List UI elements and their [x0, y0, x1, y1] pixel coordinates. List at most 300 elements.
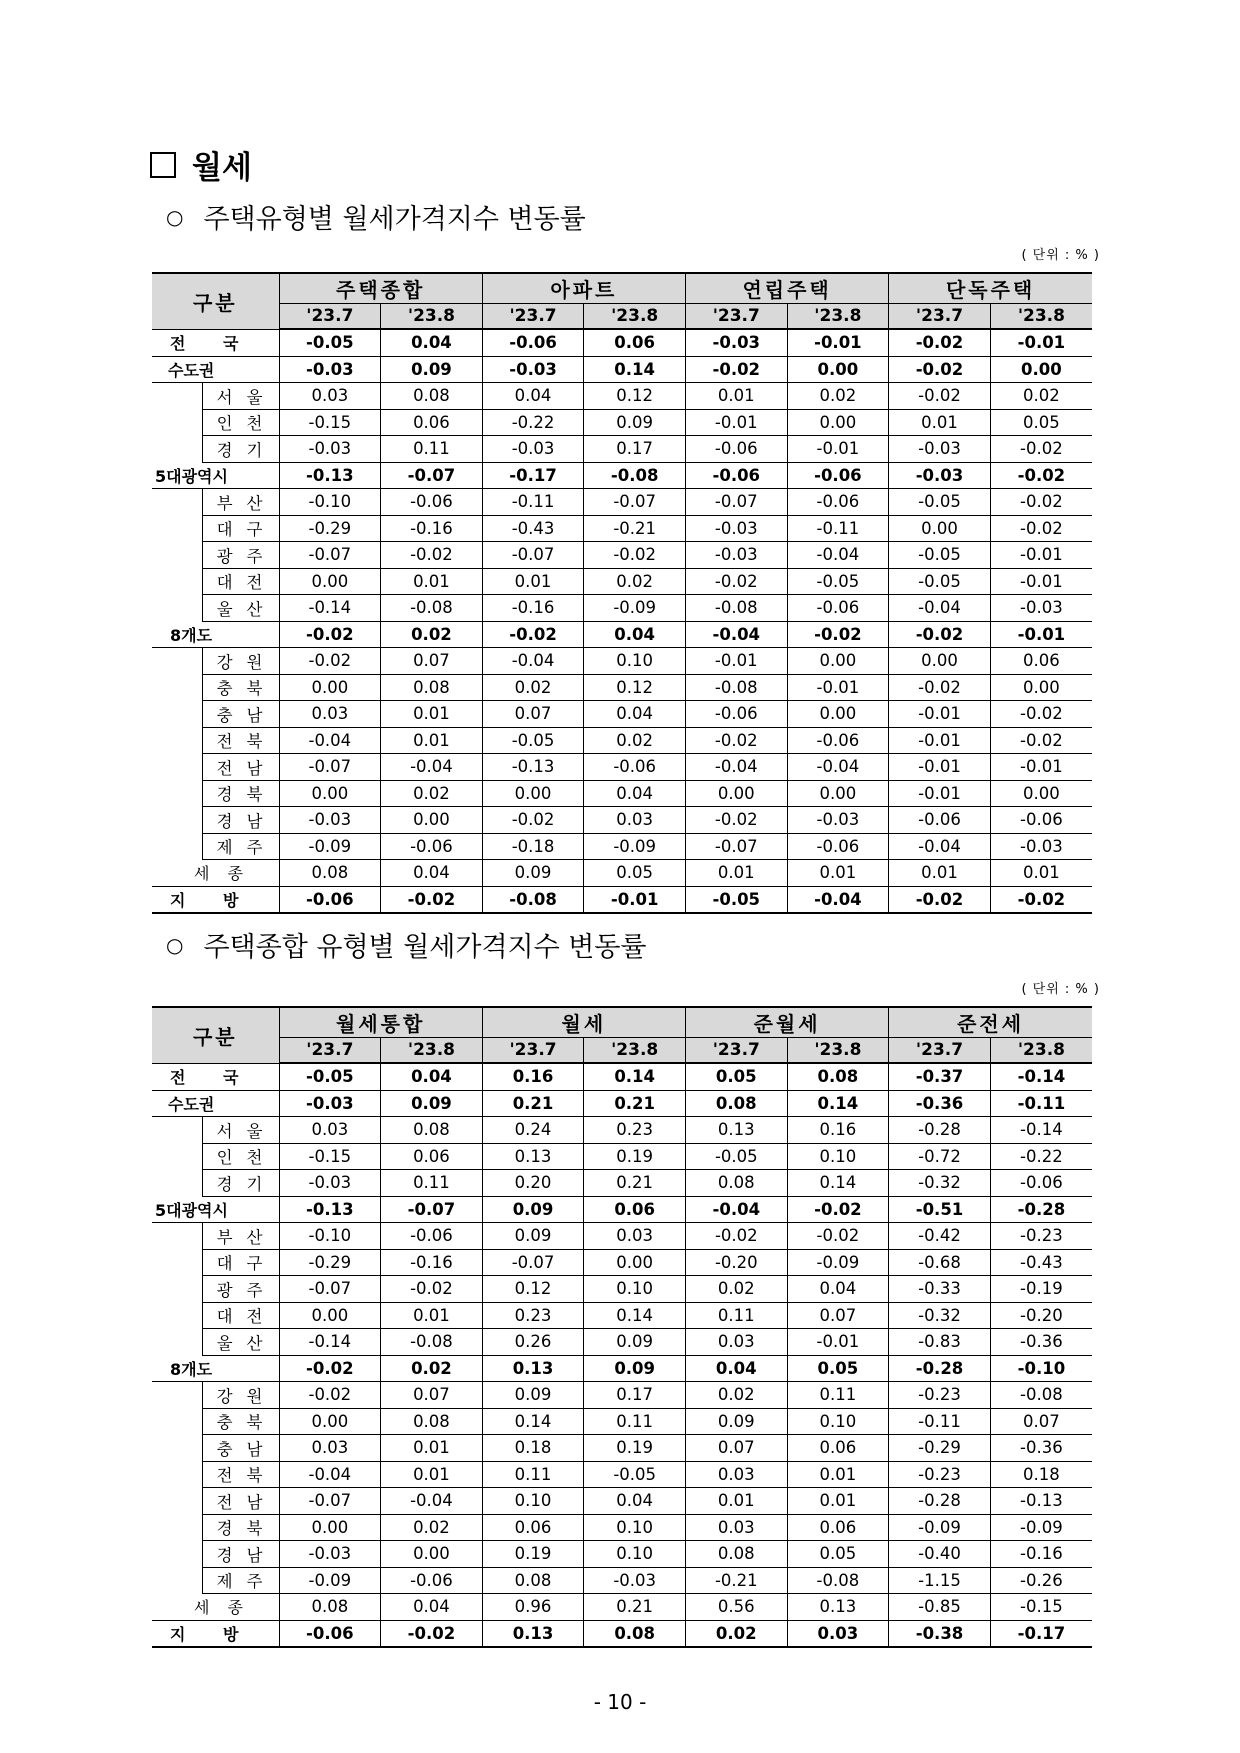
table-cell: -0.07 — [279, 1488, 381, 1515]
table-cell: 0.01 — [787, 860, 889, 887]
table-cell: 0.07 — [685, 1435, 787, 1462]
table-cell: 0.06 — [787, 1435, 889, 1462]
table-cell: 0.03 — [279, 1435, 381, 1462]
table-cell: 0.10 — [584, 1276, 686, 1303]
table-cell: 0.00 — [889, 515, 991, 542]
row-label: 충남 — [202, 1435, 279, 1462]
table-cell: -0.06 — [685, 436, 787, 463]
table-cell: -0.02 — [990, 436, 1092, 463]
row-label: 5대광역시 — [152, 1196, 279, 1223]
table-cell: -0.07 — [685, 489, 787, 516]
table-cell: -0.16 — [990, 1541, 1092, 1568]
table-cell: 0.01 — [381, 727, 483, 754]
table-cell: -0.06 — [381, 1223, 483, 1250]
table-cell: -0.02 — [279, 1382, 381, 1409]
header-gubun: 구분 — [152, 273, 279, 329]
table-1-unit: ( 단위 : % ) — [1021, 248, 1100, 263]
table-1-body — [152, 329, 1092, 913]
header-period: '23.7 — [889, 304, 991, 330]
table-cell: 0.04 — [584, 701, 686, 728]
header-period: '23.8 — [584, 304, 686, 330]
table-row — [152, 1488, 1092, 1515]
table-cell: 0.11 — [584, 1408, 686, 1435]
table-cell: -0.15 — [990, 1594, 1092, 1621]
table-cell: -0.02 — [482, 621, 584, 648]
table-cell: -0.10 — [279, 489, 381, 516]
header-period: '23.8 — [787, 304, 889, 330]
table-cell: 0.17 — [584, 436, 686, 463]
table-cell: 0.08 — [381, 674, 483, 701]
table-row — [152, 329, 1092, 356]
header-group: 주택종합 — [279, 273, 482, 304]
table-row — [152, 754, 1092, 781]
header-group: 월세통합 — [279, 1007, 482, 1038]
table-cell: 0.01 — [889, 860, 991, 887]
header-period: '23.8 — [990, 1038, 1092, 1064]
table-cell: 0.10 — [584, 1541, 686, 1568]
table-cell: 0.05 — [990, 409, 1092, 436]
group-indent — [152, 383, 202, 463]
table-cell: -0.02 — [279, 1355, 381, 1382]
table-cell: 0.07 — [990, 1408, 1092, 1435]
table-cell: 0.11 — [482, 1461, 584, 1488]
row-label: 전남 — [202, 1488, 279, 1515]
row-label: 전 국 — [152, 1063, 279, 1090]
table-cell: -0.06 — [482, 329, 584, 356]
header-period: '23.7 — [889, 1038, 991, 1064]
table-cell: 0.01 — [685, 383, 787, 410]
table-cell: 0.21 — [584, 1090, 686, 1117]
table-row — [152, 1117, 1092, 1144]
table-cell: 0.08 — [787, 1063, 889, 1090]
table-cell: 0.01 — [381, 1435, 483, 1462]
row-label: 경북 — [202, 1514, 279, 1541]
table-cell: 0.00 — [279, 780, 381, 807]
table-cell: -0.02 — [889, 886, 991, 913]
table-cell: 0.09 — [482, 1196, 584, 1223]
row-label: 서울 — [202, 383, 279, 410]
table-cell: 0.02 — [787, 383, 889, 410]
table-cell: 0.04 — [381, 329, 483, 356]
table-cell: -1.15 — [889, 1567, 991, 1594]
table-cell: 0.02 — [482, 674, 584, 701]
row-label: 대전 — [202, 568, 279, 595]
table-cell: -0.02 — [787, 1196, 889, 1223]
table-cell: 0.00 — [990, 674, 1092, 701]
table-row — [152, 621, 1092, 648]
table-cell: -0.08 — [685, 674, 787, 701]
table-cell: -0.20 — [990, 1302, 1092, 1329]
table-cell: -0.03 — [787, 807, 889, 834]
table-cell: -0.04 — [889, 595, 991, 622]
table-cell: 0.05 — [787, 1541, 889, 1568]
table-cell: 0.14 — [787, 1170, 889, 1197]
table-cell: 0.04 — [584, 621, 686, 648]
header-period: '23.8 — [381, 304, 483, 330]
table-cell: -0.72 — [889, 1143, 991, 1170]
table-cell: -0.10 — [990, 1355, 1092, 1382]
table-cell: -0.03 — [685, 542, 787, 569]
table-cell: 0.08 — [482, 1567, 584, 1594]
table-2 — [152, 1006, 1092, 1648]
table-cell: 0.14 — [787, 1090, 889, 1117]
table-cell: 0.03 — [685, 1329, 787, 1356]
table-cell: -0.04 — [685, 1196, 787, 1223]
row-label: 광주 — [202, 542, 279, 569]
table-cell: -0.02 — [381, 1620, 483, 1647]
table-cell: -0.51 — [889, 1196, 991, 1223]
table-cell: -0.23 — [990, 1223, 1092, 1250]
header-period: '23.7 — [482, 1038, 584, 1064]
group-indent — [152, 1117, 202, 1197]
table-cell: 0.01 — [787, 1488, 889, 1515]
table-cell: -0.02 — [889, 674, 991, 701]
table-cell: 0.26 — [482, 1329, 584, 1356]
table-cell: 0.00 — [279, 1408, 381, 1435]
table-row — [152, 409, 1092, 436]
table-cell: 0.01 — [990, 860, 1092, 887]
table-cell: 0.02 — [685, 1382, 787, 1409]
row-label: 충남 — [202, 701, 279, 728]
table-cell: -0.01 — [889, 701, 991, 728]
table-cell: 0.08 — [584, 1620, 686, 1647]
table-cell: 0.08 — [381, 383, 483, 410]
table-cell: -0.02 — [889, 621, 991, 648]
table-cell: -0.01 — [787, 329, 889, 356]
table-cell: 0.18 — [990, 1461, 1092, 1488]
table-cell: 0.10 — [482, 1488, 584, 1515]
group-indent — [152, 489, 202, 622]
table-row — [152, 542, 1092, 569]
table-cell: -0.18 — [482, 833, 584, 860]
table-cell: 0.09 — [584, 1329, 686, 1356]
table-cell: 0.08 — [279, 860, 381, 887]
table-cell: -0.05 — [584, 1461, 686, 1488]
table-cell: -0.29 — [889, 1435, 991, 1462]
table-cell: 0.17 — [584, 1382, 686, 1409]
table-cell: 0.23 — [584, 1117, 686, 1144]
table-cell: 0.21 — [584, 1170, 686, 1197]
table-cell: 0.12 — [584, 383, 686, 410]
table-cell: -0.37 — [889, 1063, 991, 1090]
table-cell: -0.05 — [889, 542, 991, 569]
table-cell: -0.28 — [889, 1355, 991, 1382]
table-cell: -0.03 — [889, 436, 991, 463]
table-cell: -0.09 — [584, 595, 686, 622]
table-cell: 0.01 — [685, 1488, 787, 1515]
table-cell: -0.06 — [381, 833, 483, 860]
table-cell: 0.13 — [482, 1143, 584, 1170]
table-cell: -0.07 — [381, 462, 483, 489]
table-cell: -0.32 — [889, 1302, 991, 1329]
table-cell: 0.07 — [381, 648, 483, 675]
table-cell: -0.13 — [279, 462, 381, 489]
table-cell: 0.04 — [584, 1488, 686, 1515]
table-row — [152, 356, 1092, 383]
section-title: 월세 — [192, 150, 252, 186]
table-cell: 0.16 — [787, 1117, 889, 1144]
table-cell: -0.28 — [889, 1117, 991, 1144]
table-cell: -0.08 — [685, 595, 787, 622]
table-cell: -0.29 — [279, 515, 381, 542]
row-label: 지 방 — [152, 1620, 279, 1647]
header-period: '23.7 — [279, 1038, 381, 1064]
table-cell: -0.02 — [685, 807, 787, 834]
table-cell: -0.11 — [990, 1090, 1092, 1117]
table-row — [152, 1514, 1092, 1541]
table-cell: -0.06 — [787, 595, 889, 622]
table-cell: 0.06 — [482, 1514, 584, 1541]
table-cell: 0.21 — [482, 1090, 584, 1117]
table-cell: -0.05 — [685, 886, 787, 913]
table-cell: 0.11 — [381, 436, 483, 463]
table-row — [152, 1143, 1092, 1170]
table-cell: -0.05 — [279, 1063, 381, 1090]
table-cell: 0.10 — [787, 1143, 889, 1170]
header-group: 월세 — [482, 1007, 685, 1038]
table-row — [152, 674, 1092, 701]
table-cell: 0.16 — [482, 1063, 584, 1090]
table-cell: -0.36 — [990, 1329, 1092, 1356]
table-cell: 0.00 — [990, 780, 1092, 807]
table-cell: 0.07 — [482, 701, 584, 728]
table-cell: 0.04 — [685, 1355, 787, 1382]
table-cell: -0.01 — [990, 329, 1092, 356]
table-cell: -0.11 — [889, 1408, 991, 1435]
table-cell: 0.19 — [584, 1143, 686, 1170]
row-label: 경남 — [202, 1541, 279, 1568]
table-cell: -0.36 — [889, 1090, 991, 1117]
table-cell: 0.13 — [482, 1620, 584, 1647]
table-cell: 0.09 — [685, 1408, 787, 1435]
row-label: 제주 — [202, 833, 279, 860]
table-cell: -0.02 — [889, 356, 991, 383]
table-cell: -0.14 — [279, 1329, 381, 1356]
table-cell: -0.07 — [482, 1249, 584, 1276]
table-cell: 0.01 — [685, 860, 787, 887]
row-label: 대전 — [202, 1302, 279, 1329]
table-cell: -0.22 — [990, 1143, 1092, 1170]
header-period: '23.7 — [279, 304, 381, 330]
table-cell: -0.02 — [889, 383, 991, 410]
table-cell: 0.02 — [990, 383, 1092, 410]
table-cell: -0.01 — [685, 409, 787, 436]
table-cell: -0.04 — [381, 754, 483, 781]
table-cell: 0.12 — [482, 1276, 584, 1303]
table-cell: 0.03 — [279, 1117, 381, 1144]
row-label: 서울 — [202, 1117, 279, 1144]
row-label: 수도권 — [152, 1090, 279, 1117]
table-cell: 0.03 — [787, 1620, 889, 1647]
row-label: 8개도 — [152, 621, 279, 648]
table-cell: -0.05 — [279, 329, 381, 356]
table-cell: -0.04 — [787, 754, 889, 781]
table-cell: 0.02 — [685, 1276, 787, 1303]
table-2-unit: ( 단위 : % ) — [1021, 982, 1100, 997]
table-cell: 0.09 — [482, 860, 584, 887]
table-row — [152, 1541, 1092, 1568]
table-cell: -0.42 — [889, 1223, 991, 1250]
table-row — [152, 1223, 1092, 1250]
table-cell: -0.22 — [482, 409, 584, 436]
table-cell: 0.11 — [685, 1302, 787, 1329]
table-cell: -0.06 — [279, 886, 381, 913]
table-cell: -0.16 — [381, 1249, 483, 1276]
table-row — [152, 1382, 1092, 1409]
table-cell: -0.08 — [381, 1329, 483, 1356]
table-row — [152, 780, 1092, 807]
table-cell: 0.19 — [482, 1541, 584, 1568]
table-cell: 0.09 — [381, 356, 483, 383]
table-cell: -0.05 — [889, 489, 991, 516]
table-cell: 0.13 — [787, 1594, 889, 1621]
table-cell: -0.01 — [990, 568, 1092, 595]
table-cell: -0.01 — [787, 436, 889, 463]
circle-bullet-icon: ○ — [166, 204, 184, 229]
table-cell: -0.07 — [381, 1196, 483, 1223]
table-cell: 0.08 — [685, 1090, 787, 1117]
table-cell: 0.00 — [279, 1514, 381, 1541]
table-cell: -0.21 — [685, 1567, 787, 1594]
table-cell: -0.06 — [787, 489, 889, 516]
table-cell: -0.06 — [990, 1170, 1092, 1197]
table-cell: -0.02 — [381, 886, 483, 913]
table-cell: -0.03 — [279, 1541, 381, 1568]
table-cell: -0.03 — [685, 515, 787, 542]
row-label: 전북 — [202, 727, 279, 754]
table-cell: 0.21 — [584, 1594, 686, 1621]
table-cell: -0.04 — [685, 754, 787, 781]
table-cell: 0.02 — [381, 1355, 483, 1382]
table-cell: -0.02 — [279, 621, 381, 648]
row-label: 수도권 — [152, 356, 279, 383]
table-row — [152, 1170, 1092, 1197]
table-1 — [152, 272, 1092, 914]
table-cell: 0.00 — [279, 568, 381, 595]
table-cell: -0.04 — [279, 727, 381, 754]
table-cell: -0.05 — [787, 568, 889, 595]
header-group: 준전세 — [889, 1007, 1092, 1038]
table-cell: -0.28 — [889, 1488, 991, 1515]
table-cell: 0.20 — [482, 1170, 584, 1197]
table-cell: -0.85 — [889, 1594, 991, 1621]
table-cell: -0.04 — [787, 886, 889, 913]
table-cell: -0.09 — [990, 1514, 1092, 1541]
table-row — [152, 1249, 1092, 1276]
table-cell: -0.21 — [584, 515, 686, 542]
table-cell: 0.13 — [685, 1117, 787, 1144]
table-cell: 0.03 — [279, 701, 381, 728]
table-cell: -0.08 — [381, 595, 483, 622]
table-cell: 0.00 — [787, 648, 889, 675]
row-label: 인천 — [202, 1143, 279, 1170]
header-period: '23.7 — [685, 304, 787, 330]
table-cell: -0.03 — [279, 1170, 381, 1197]
header-period: '23.8 — [381, 1038, 483, 1064]
table-row — [152, 1302, 1092, 1329]
row-label: 전북 — [202, 1461, 279, 1488]
table-cell: 0.05 — [584, 860, 686, 887]
table-cell: 0.01 — [787, 1461, 889, 1488]
table-cell: 0.00 — [889, 648, 991, 675]
table-cell: -0.02 — [990, 489, 1092, 516]
table-cell: -0.01 — [584, 886, 686, 913]
table-cell: 0.09 — [584, 409, 686, 436]
table-cell: -0.05 — [889, 568, 991, 595]
table-cell: 0.13 — [482, 1355, 584, 1382]
table-row — [152, 701, 1092, 728]
table-cell: -0.11 — [482, 489, 584, 516]
table-cell: -0.06 — [787, 833, 889, 860]
table-cell: -0.09 — [279, 1567, 381, 1594]
table-cell: -0.02 — [990, 886, 1092, 913]
table-cell: -0.02 — [279, 648, 381, 675]
table-cell: 0.09 — [584, 1355, 686, 1382]
table-cell: -0.38 — [889, 1620, 991, 1647]
table-cell: -0.06 — [381, 1567, 483, 1594]
table-row — [152, 860, 1092, 887]
table-cell: -0.68 — [889, 1249, 991, 1276]
table-cell: 0.00 — [990, 356, 1092, 383]
row-label: 충북 — [202, 1408, 279, 1435]
table-cell: -0.04 — [381, 1488, 483, 1515]
table-row — [152, 1355, 1092, 1382]
table-cell: -0.02 — [685, 1223, 787, 1250]
table-cell: -0.08 — [990, 1382, 1092, 1409]
table-cell: 0.04 — [381, 1063, 483, 1090]
table-cell: -0.02 — [584, 542, 686, 569]
table-cell: -0.02 — [381, 1276, 483, 1303]
table-cell: -0.02 — [990, 462, 1092, 489]
table-cell: 0.10 — [584, 1514, 686, 1541]
row-label: 5대광역시 — [152, 462, 279, 489]
table-row — [152, 1594, 1092, 1621]
table-cell: -0.14 — [279, 595, 381, 622]
table-cell: 0.03 — [685, 1514, 787, 1541]
group-indent — [152, 1382, 202, 1594]
table-cell: 0.24 — [482, 1117, 584, 1144]
table-cell: 0.06 — [584, 329, 686, 356]
header-period: '23.7 — [685, 1038, 787, 1064]
row-label: 인천 — [202, 409, 279, 436]
table-cell: -0.32 — [889, 1170, 991, 1197]
section-heading — [150, 142, 252, 187]
table-cell: -0.13 — [990, 1488, 1092, 1515]
table-cell: -0.06 — [990, 807, 1092, 834]
table-row — [152, 1196, 1092, 1223]
header-group: 단독주택 — [889, 273, 1092, 304]
table-cell: 0.02 — [381, 1514, 483, 1541]
table-row — [152, 436, 1092, 463]
table-cell: -0.01 — [889, 780, 991, 807]
table-row — [152, 462, 1092, 489]
table-cell: -0.01 — [990, 754, 1092, 781]
table-cell: -0.03 — [482, 436, 584, 463]
table-cell: -0.16 — [482, 595, 584, 622]
table-cell: -0.06 — [787, 462, 889, 489]
table-cell: 0.11 — [381, 1170, 483, 1197]
table-cell: -0.06 — [279, 1620, 381, 1647]
table-cell: -0.02 — [990, 515, 1092, 542]
table-row — [152, 515, 1092, 542]
table-cell: 0.14 — [584, 1302, 686, 1329]
table-cell: -0.01 — [787, 674, 889, 701]
table-cell: 0.19 — [584, 1435, 686, 1462]
table-2-body — [152, 1063, 1092, 1647]
table-cell: 0.06 — [584, 1196, 686, 1223]
table-cell: 0.00 — [381, 807, 483, 834]
header-period: '23.7 — [482, 304, 584, 330]
